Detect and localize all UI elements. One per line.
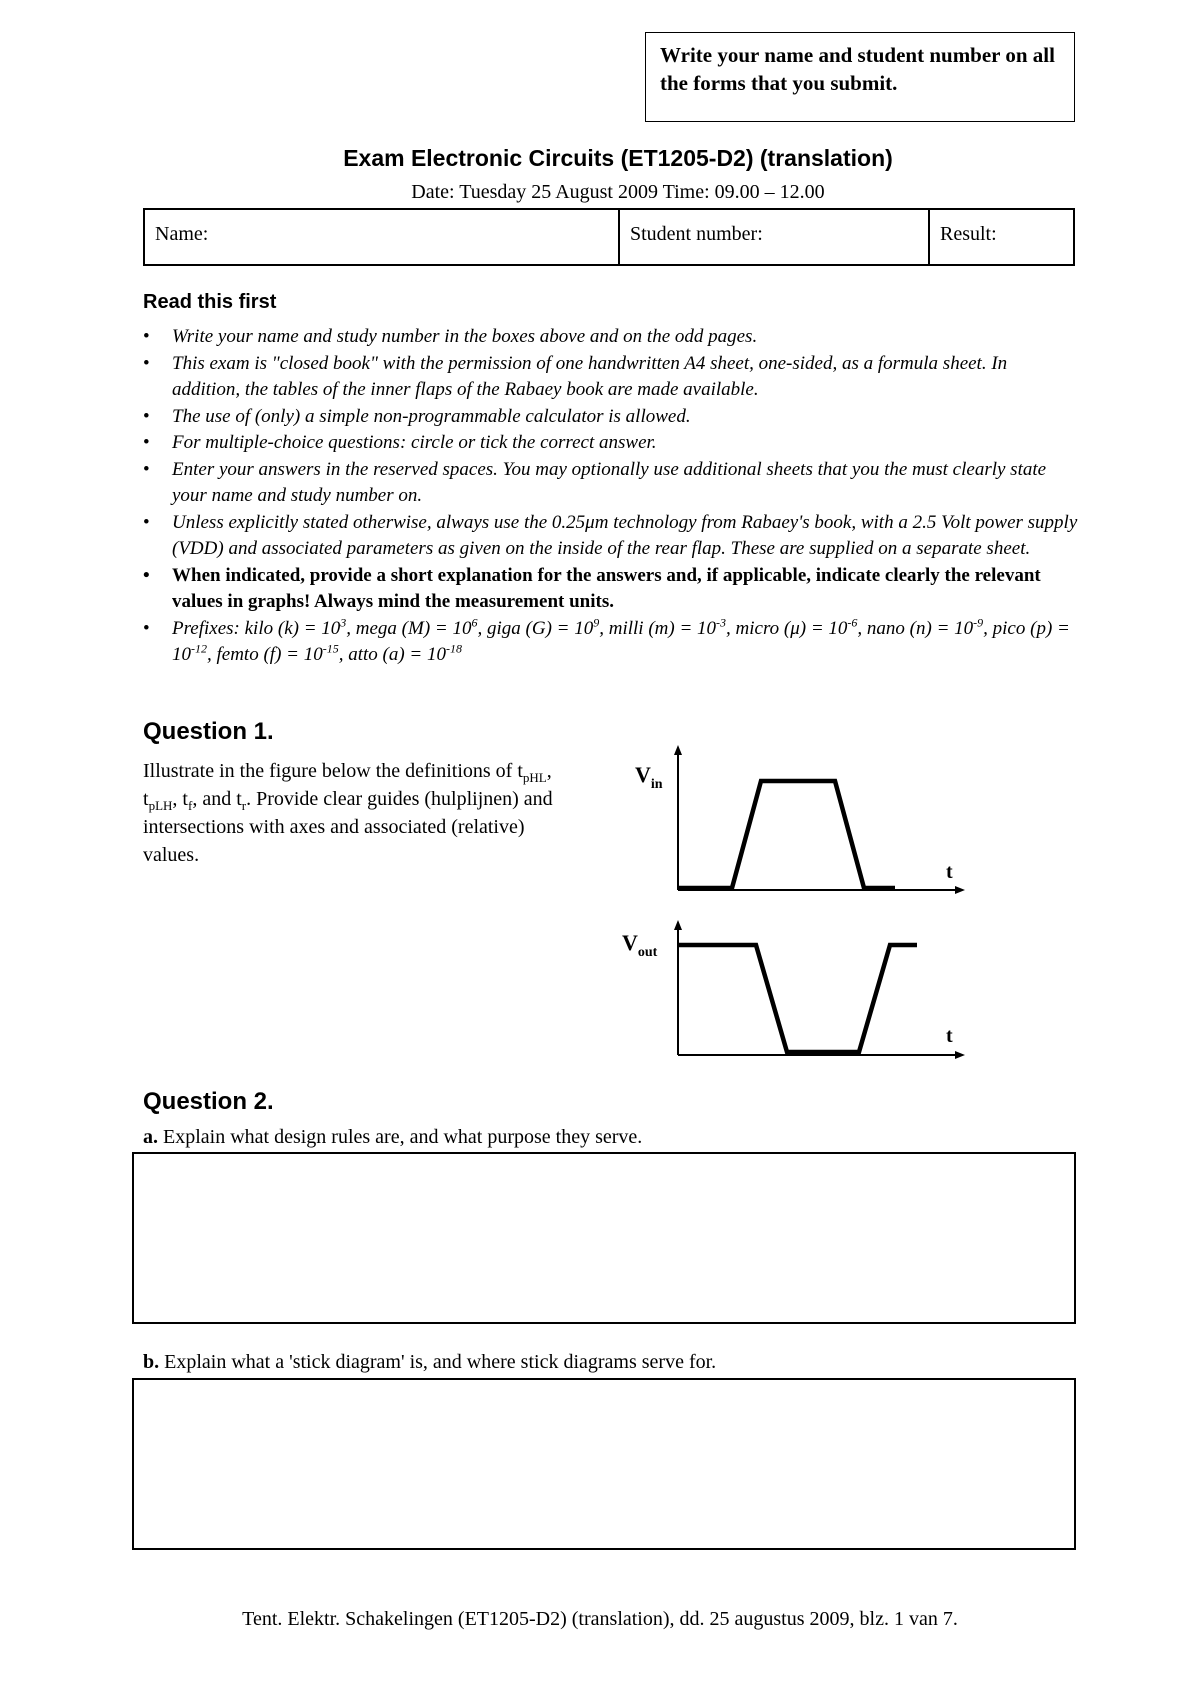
exam-date: Date: Tuesday 25 August 2009 Time: 09.00 – 12.00 [411, 181, 825, 203]
list-item: • For multiple-choice questions: circle or tick the correct answer. [143, 432, 657, 453]
question2-heading: Question 2. [143, 1088, 274, 1115]
page-title: Exam Electronic Circuits (ET1205-D2) (translation) [343, 145, 893, 171]
svg-text:Vout: $V_{out}$ [622, 930, 658, 960]
prefix-entry: milli $(m) = 10^{-3}$, [608, 615, 736, 639]
list-item: • Write your name and study number in the boxes above and on the odd pages. [143, 326, 758, 347]
prefix-entry: atto $(a) = 10^{-18}$ [348, 641, 463, 665]
prefix-entry: pico $(p) = 10^{-12}$, [172, 617, 1070, 665]
name-label: Name: [155, 223, 209, 245]
prefix-entry: femto $(f) = 10^{-15}$, [216, 641, 349, 665]
prefix-entry: mega $(M) = 10^6$, [355, 615, 487, 639]
info-table [143, 208, 1075, 266]
prefix-entry: giga $(G) = 10^9$, [487, 615, 609, 639]
prefix-entry: micro $(\mu) = 10^{-6}$, [735, 615, 867, 639]
list-item: • This exam is "closed book" with the permission of one handwritten A4 sheet, one-sided, as a formula sheet. In addition, the tables of the inner flaps of the Rabaey book are made available. [143, 352, 1008, 400]
prefixes-item: • Prefixes: kilo $(k) = 10^3$, mega $(M) = 10^6$, giga $(G) = 10^9$, milli $(m) = 10^{-3}$, micro $(\mu) = 10^{-6}$, nano $(n) = 10^{-9}$, pico $(p) = 10^{-12}$, femto $(f) = 10^{-15}$, atto $(a) = 10^{-18}$ [143, 615, 1070, 665]
list-item: • Unless explicitly stated otherwise, always use the 0.25μm technology from Rabaey's book, with a 2.5 Volt power supply (VDD) and associated parameters as given on the inside of the rear flap. These are supplied on a separate sheet. [143, 511, 1078, 559]
notice-text: Write your name and student number on all the forms that you submit. [660, 43, 1055, 95]
result-cell [930, 210, 1073, 264]
vin-label: V [635, 762, 651, 787]
list-item: • When indicated, provide a short explanation for the answers and, if applicable, indicate clearly the relevant values in graphs! Always mind the measurement units. [143, 564, 1041, 612]
answer-box-2b[interactable] [132, 1378, 1076, 1550]
question1-text: Illustrate in the figure below the definitions of $t_{pHL}$, $t_{pLH}$, $t_f$, and $t_r$. Provide clear guides (hulplijnen) and intersections with axes and associated (relative) values. [143, 760, 553, 866]
list-item: • The use of (only) a simple non-programmable calculator is allowed. [143, 405, 691, 427]
instruction-list [143, 324, 1078, 669]
notice-box [645, 32, 1075, 122]
question2a-text: a. Explain what design rules are, and what purpose they serve. [143, 1126, 643, 1148]
vout-t-label: t [946, 1025, 953, 1047]
prefix-entry: kilo $(k) = 10^3$, [244, 615, 356, 639]
vin-waveform [620, 745, 980, 910]
question1-heading: Question 1. [143, 718, 274, 745]
result-label: Result: [940, 223, 997, 245]
read-first-heading: Read this first [143, 291, 277, 313]
vin-t-label: t [946, 861, 953, 883]
vout-label: V [622, 930, 638, 955]
question2b-text: b. Explain what a 'stick diagram' is, and where stick diagrams serve for. [143, 1351, 717, 1373]
name-cell[interactable] [145, 210, 620, 264]
list-item: • Enter your answers in the reserved spaces. You may optionally use additional sheets that you the must clearly state your name and study number on. [143, 458, 1047, 506]
answer-box-2a[interactable] [132, 1152, 1076, 1324]
prefix-entry: nano $(n) = 10^{-9}$, [866, 615, 993, 639]
svg-text:Vin: $V_{in}$ [635, 762, 663, 792]
page-footer: Tent. Elektr. Schakelingen (ET1205-D2) (translation), dd. 25 augustus 2009, blz. 1 van 7. [242, 1608, 958, 1630]
student-number-cell[interactable] [620, 210, 930, 264]
vout-waveform [620, 920, 980, 1070]
student-number-label: Student number: [630, 223, 763, 245]
